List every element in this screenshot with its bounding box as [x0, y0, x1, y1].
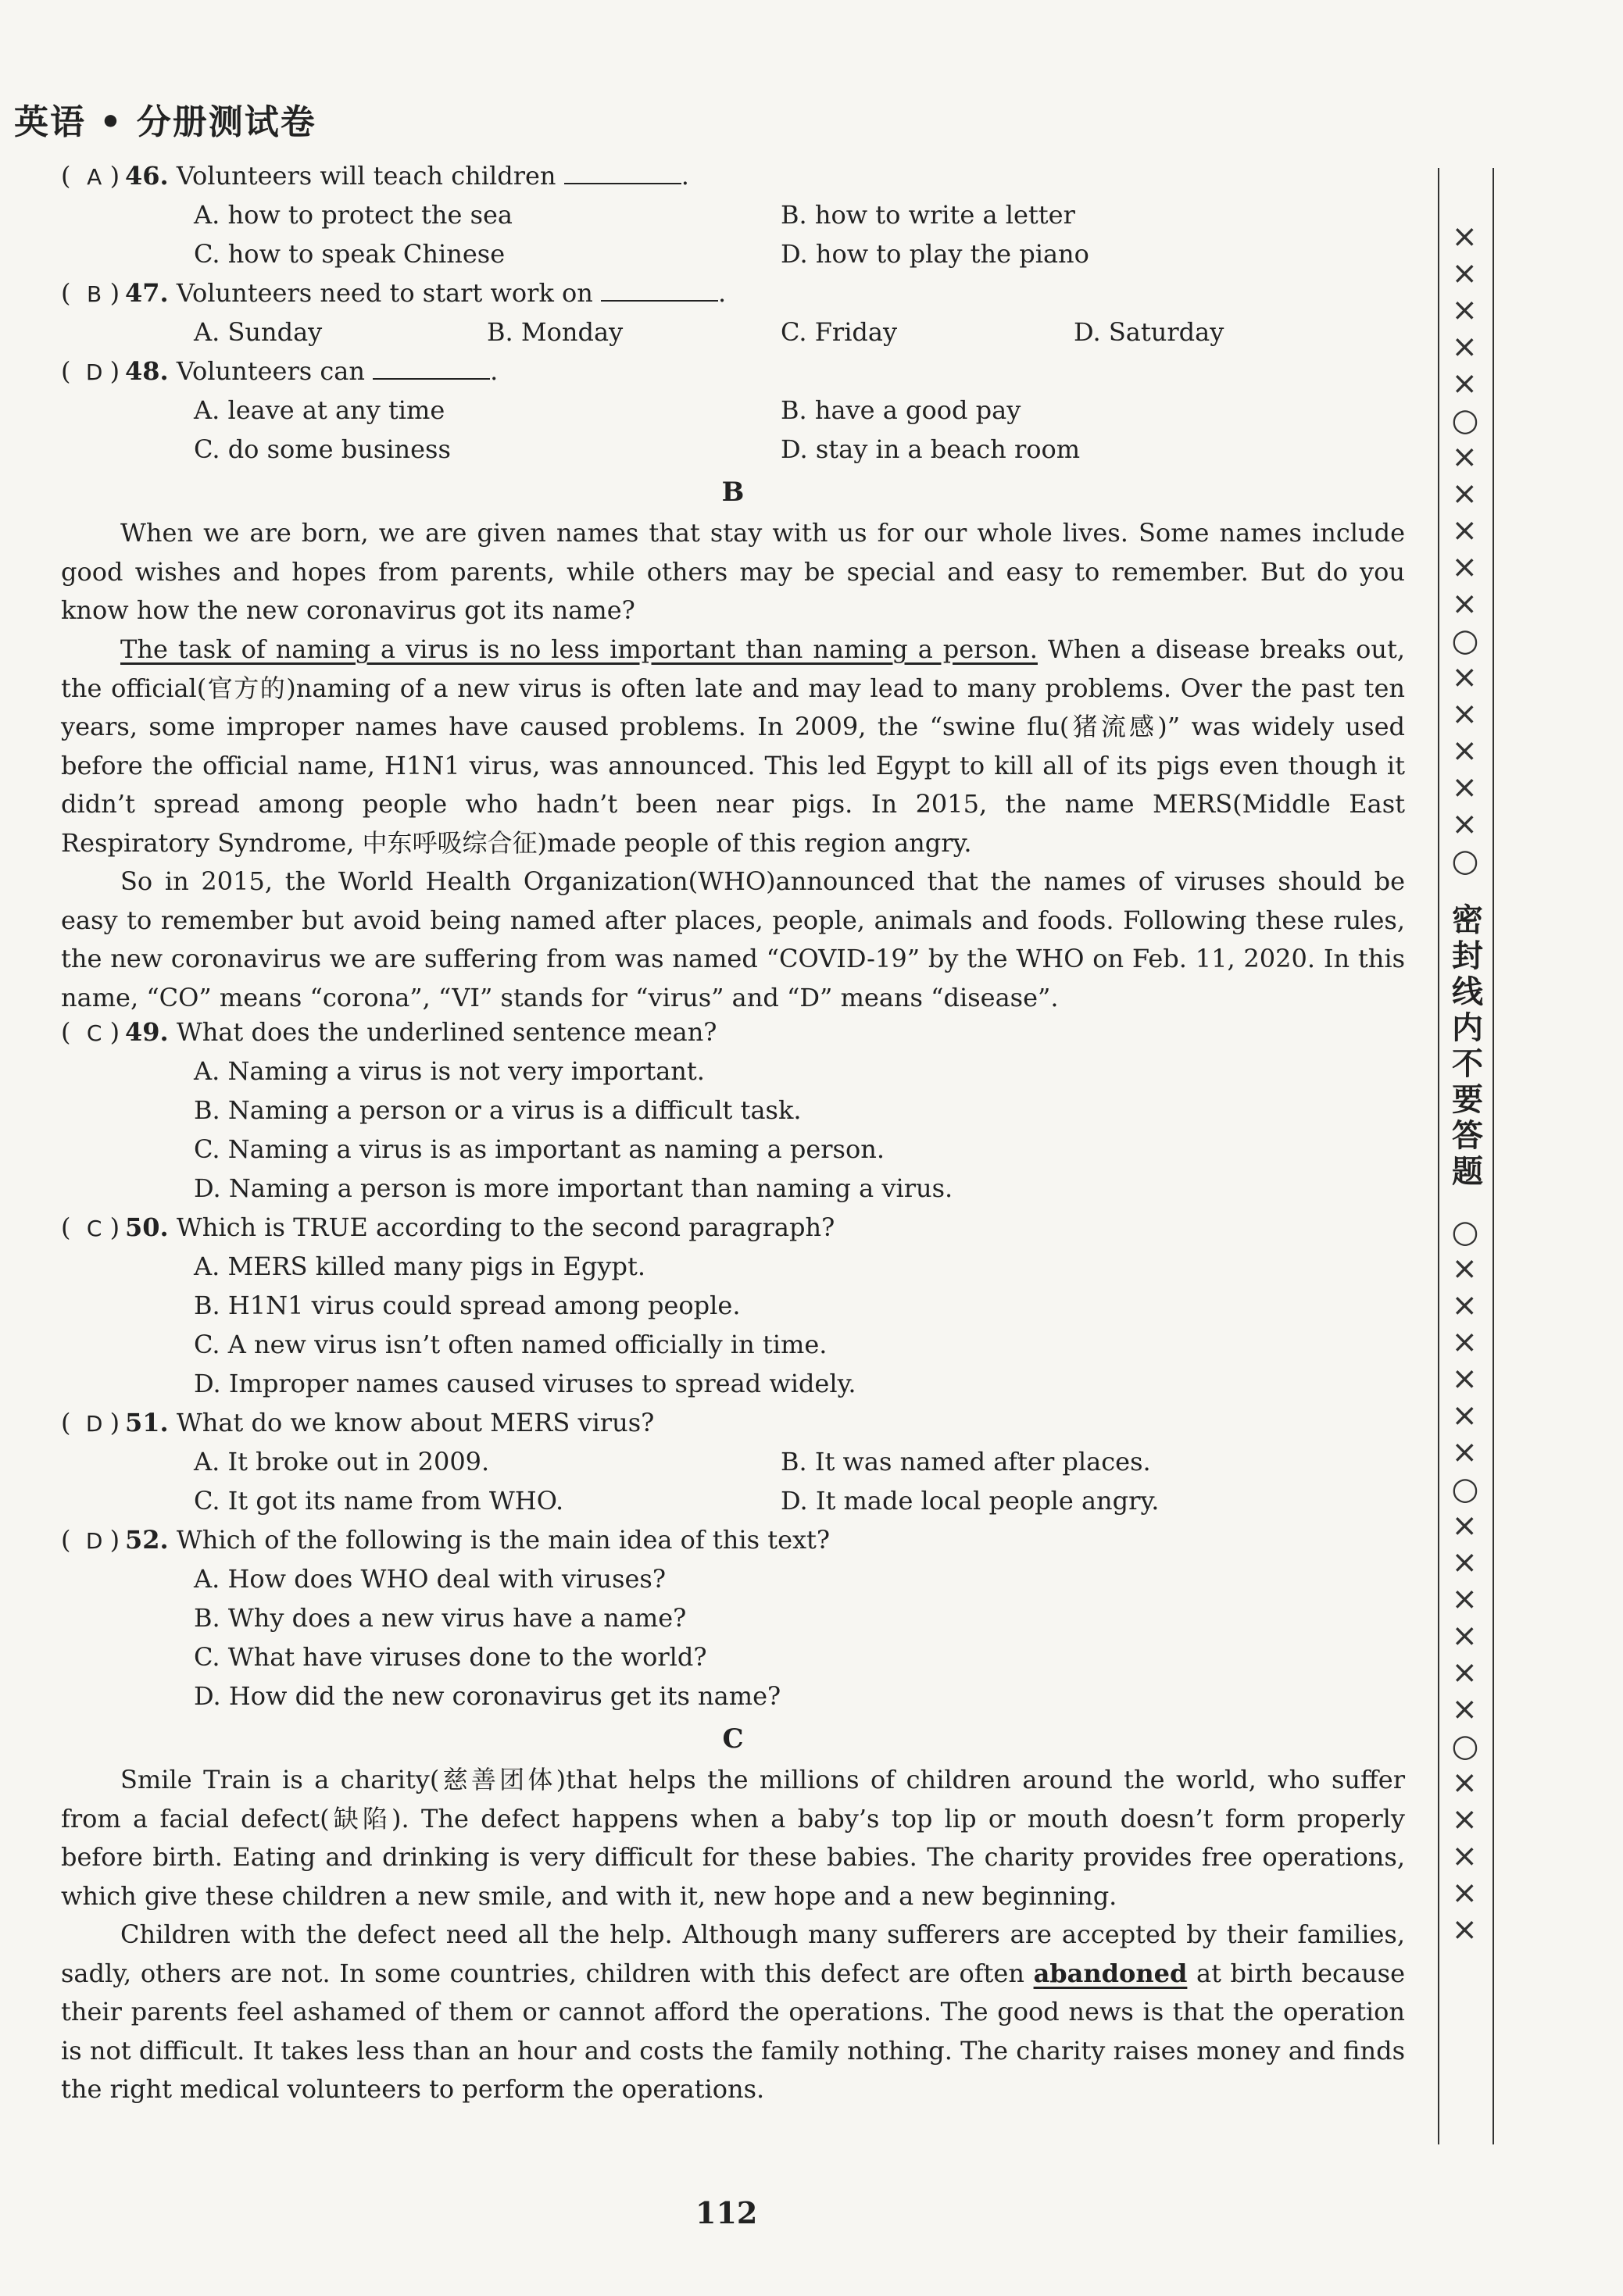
option: C. Naming a virus is as important as naming a person. [194, 1134, 885, 1164]
option: C. Friday [781, 317, 898, 347]
answer-50: C [86, 1216, 102, 1241]
seal-marks-top [1452, 219, 1479, 880]
paragraph-text: at birth because their parents feel ashamed of them or cannot afford the operations. The good news is that the operation is not difficult. It takes less than an hour and costs the family nothing. The charity raises money and finds the right medical volunteers to perform the operations. [61, 1958, 1406, 2104]
option: C. how to speak Chinese [194, 239, 506, 269]
bolded-word: abandoned [1033, 1958, 1188, 1988]
cross-mark-icon: × [1451, 1655, 1478, 1691]
option: C. It got its name from WHO. [194, 1486, 564, 1516]
question-number: 47. [125, 278, 169, 308]
answer-49: C [86, 1020, 102, 1046]
option: A. Sunday [194, 317, 323, 347]
binding-line-right [1493, 168, 1494, 2144]
question-stem: What does the underlined sentence mean? [176, 1017, 717, 1047]
question-49: ( C ) 49. What does the underlined sentence mean? [61, 1017, 717, 1047]
question-stem: Which of the following is the main idea of this text? [176, 1525, 831, 1555]
option: A. how to protect the sea [194, 200, 513, 230]
cross-mark-icon: × [1451, 1287, 1478, 1323]
cross-mark-icon: × [1451, 512, 1478, 548]
answer-46: A [87, 164, 102, 190]
section-c-paragraph-1: Smile Train is a charity(慈善团体)that helps the millions of children around the world, who suffer from a facial defect(缺陷). The defect happens when a baby’s top lip or mouth doesn’t form properly before birth. Eating and drinking is very difficult for these babies. The charity provides free operations, which give these children a new smile, and with it, new hope and a new beginning. [61, 1765, 1405, 1911]
question-number: 50. [125, 1212, 169, 1242]
cross-mark-icon: × [1451, 1324, 1478, 1360]
page-header-title: 英语 • 分册测试卷 [14, 102, 316, 142]
answer-47: B [87, 281, 102, 307]
paragraph-text: When a disease breaks out, the official(官方的)naming of a new virus is often late and may lead to many problems. Over the past ten years, some improper names have caused problems. In 2009, the “swine flu(猪流感)” was widely used before the official name, H1N1 virus, was announced. This led Egypt to kill all of its pigs even though it didn’t spread among people who hadn’t been near pigs. In 2015, the name MERS(Middle East Respiratory Syndrome, 中东呼吸综合征)made people of this region angry. [61, 634, 1406, 858]
option: C. What have viruses done to the world? [194, 1642, 707, 1672]
cross-mark-icon: × [1451, 329, 1478, 365]
answer-blank [373, 356, 490, 380]
cross-mark-icon: × [1451, 255, 1478, 291]
question-47: ( B ) 47. Volunteers need to start work on . [61, 278, 727, 308]
section-b-paragraph-1: When we are born, we are given names that stay with us for our whole lives. Some names include good wishes and hopes from parents, while others may be special and easy to remember. But do you know how the new coronavirus got its name? [61, 518, 1405, 625]
question-50: ( C ) 50. Which is TRUE according to the second paragraph? [61, 1212, 835, 1242]
cross-mark-icon: × [1451, 659, 1478, 695]
cross-mark-icon: × [1451, 769, 1478, 805]
circle-mark-icon: ○ [1451, 402, 1479, 438]
cross-mark-icon: × [1451, 1251, 1478, 1287]
section-b-paragraph-2 [61, 630, 1405, 862]
option: B. It was named after places. [781, 1447, 1151, 1477]
answer-blank [601, 278, 718, 302]
option: D. Saturday [1074, 317, 1224, 347]
cross-mark-icon: × [1451, 1875, 1478, 1911]
option: B. how to write a letter [781, 200, 1075, 230]
answer-48: D [85, 359, 103, 385]
question-stem: Volunteers need to start work on [176, 278, 593, 308]
seal-marks-bottom [1452, 1214, 1479, 1948]
underlined-sentence: The task of naming a virus is no less important than naming a person. [120, 634, 1038, 664]
question-number: 48. [125, 356, 169, 386]
cross-mark-icon: × [1451, 549, 1478, 585]
option: D. It made local people angry. [781, 1486, 1160, 1516]
option: C. A new virus isn’t often named officially in time. [194, 1330, 828, 1359]
option: B. Monday [487, 317, 624, 347]
option: A. leave at any time [194, 395, 445, 425]
question-46: ( A ) 46. Volunteers will teach children . [61, 161, 689, 191]
cross-mark-icon: × [1451, 1691, 1478, 1727]
question-number: 51. [125, 1408, 169, 1437]
question-stem: Which is TRUE according to the second paragraph? [176, 1212, 835, 1242]
answer-51: D [85, 1411, 103, 1437]
question-stem: What do we know about MERS virus? [176, 1408, 655, 1437]
option: B. Why does a new virus have a name? [194, 1603, 687, 1633]
binding-line-left [1438, 168, 1439, 2144]
cross-mark-icon: × [1451, 476, 1478, 512]
question-number: 52. [125, 1525, 169, 1555]
cross-mark-icon: × [1451, 219, 1478, 255]
option: A. MERS killed many pigs in Egypt. [194, 1252, 645, 1281]
seal-notice: 密封线内不要答题 [1446, 903, 1483, 1191]
option: C. do some business [194, 434, 451, 464]
question-number: 46. [125, 161, 169, 191]
option: B. H1N1 virus could spread among people. [194, 1291, 741, 1320]
option: D. Improper names caused viruses to spread widely. [194, 1369, 856, 1398]
cross-mark-icon: × [1451, 292, 1478, 328]
cross-mark-icon: × [1451, 1765, 1478, 1801]
question-stem: Volunteers will teach children [176, 161, 556, 191]
section-b-paragraph-3: So in 2015, the World Health Organization(WHO)announced that the names of viruses should be easy to remember but avoid being named after places, people, animals and foods. Following these rules, the new coronavirus we are suffering from was named “COVID-19” by the WHO on Feb. 11, 2020. In this name, “CO” means “corona”, “VI” stands for “virus” and “D” means “disease”. [61, 866, 1405, 1012]
paragraph-text: Children with the defect need all the help. Although many sufferers are accepted by their families, sadly, others are not. In some countries, children with this defect are often [61, 1919, 1405, 1988]
answer-52: D [85, 1528, 103, 1554]
cross-mark-icon: × [1451, 1398, 1478, 1434]
option: D. How did the new coronavirus get its name? [194, 1681, 781, 1711]
section-b-heading: B [721, 477, 745, 508]
question-48: ( D ) 48. Volunteers can . [61, 356, 499, 386]
seal-line-column [1442, 219, 1488, 1948]
cross-mark-icon: × [1451, 1434, 1478, 1470]
option: D. Naming a person is more important than naming a virus. [194, 1173, 953, 1203]
question-number: 49. [125, 1017, 169, 1047]
cross-mark-icon: × [1451, 696, 1478, 732]
cross-mark-icon: × [1451, 1912, 1478, 1948]
question-51: ( D ) 51. What do we know about MERS virus? [61, 1408, 655, 1437]
page-number: 112 [695, 2195, 758, 2230]
option: B. have a good pay [781, 395, 1021, 425]
cross-mark-icon: × [1451, 1508, 1478, 1544]
option: A. Naming a virus is not very important. [194, 1056, 705, 1086]
cross-mark-icon: × [1451, 733, 1478, 769]
cross-mark-icon: × [1451, 439, 1478, 475]
circle-mark-icon: ○ [1451, 623, 1479, 659]
question-52: ( D ) 52. Which of the following is the main idea of this text? [61, 1525, 831, 1555]
section-c-paragraph-2 [61, 1916, 1405, 2109]
question-stem: Volunteers can [176, 356, 365, 386]
option: D. how to play the piano [781, 239, 1089, 269]
cross-mark-icon: × [1451, 806, 1478, 842]
answer-blank [564, 161, 681, 184]
option: A. It broke out in 2009. [194, 1447, 490, 1477]
section-c-heading: C [722, 1723, 744, 1755]
cross-mark-icon: × [1451, 366, 1478, 402]
cross-mark-icon: × [1451, 1618, 1478, 1654]
circle-mark-icon: ○ [1451, 1728, 1479, 1764]
option: B. Naming a person or a virus is a difficult task. [194, 1095, 802, 1125]
cross-mark-icon: × [1451, 1361, 1478, 1397]
cross-mark-icon: × [1451, 586, 1478, 622]
circle-mark-icon: ○ [1451, 843, 1479, 879]
circle-mark-icon: ○ [1451, 1214, 1479, 1250]
option: A. How does WHO deal with viruses? [194, 1564, 666, 1594]
circle-mark-icon: ○ [1451, 1471, 1479, 1507]
cross-mark-icon: × [1451, 1544, 1478, 1580]
option: D. stay in a beach room [781, 434, 1081, 464]
cross-mark-icon: × [1451, 1801, 1478, 1837]
cross-mark-icon: × [1451, 1838, 1478, 1874]
cross-mark-icon: × [1451, 1581, 1478, 1617]
